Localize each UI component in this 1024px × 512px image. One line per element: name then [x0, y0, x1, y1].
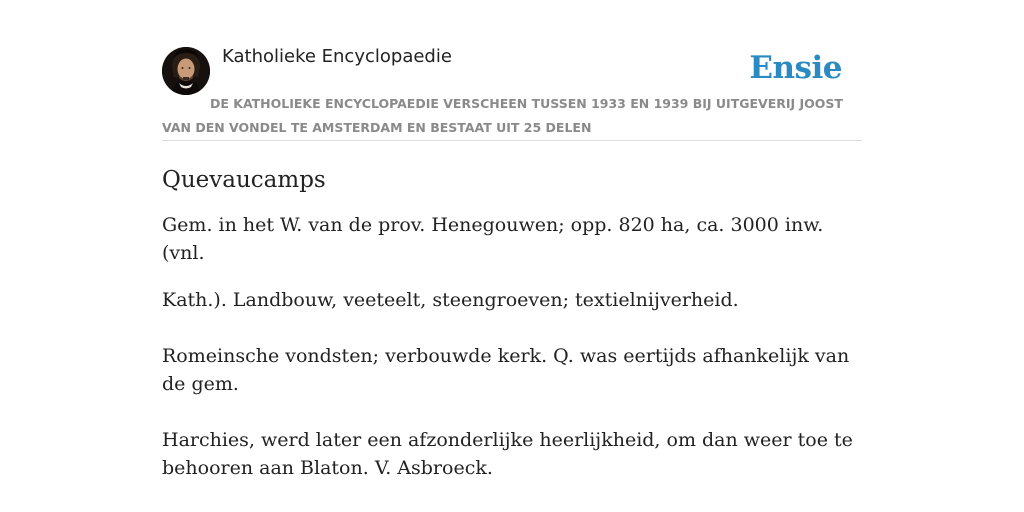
article-paragraph: Gem. in het W. van de prov. Henegouwen; opp. 820 ha, ca. 3000 inw. (vnl. — [162, 214, 824, 264]
article-title: Quevaucamps — [162, 167, 326, 193]
ensie-logo[interactable]: Ensie — [749, 50, 842, 86]
source-title[interactable]: Katholieke Encyclopaedie — [222, 46, 452, 67]
source-header — [162, 44, 862, 141]
portrait-avatar-icon[interactable] — [162, 47, 210, 95]
page-container — [162, 44, 862, 482]
article-paragraph: Romeinsche vondsten; verbouwde kerk. Q. was eertijds afhankelijk van de gem. — [162, 345, 850, 395]
article-paragraph: Kath.). Landbouw, veeteelt, steengroeven; textielnijverheid. — [162, 289, 739, 311]
article — [162, 165, 862, 482]
source-description: DE KATHOLIEKE ENCYCLOPAEDIE VERSCHEEN TUSSEN 1933 EN 1939 BIJ UITGEVERIJ JOOST VAN DEN VONDEL TE AMSTERDAM EN BESTAAT UIT 25 DELEN — [162, 96, 843, 135]
article-paragraph: Harchies, werd later een afzonderlijke heerlijkheid, om dan weer toe te behooren aan Blaton. V. Asbroeck. — [162, 429, 853, 479]
